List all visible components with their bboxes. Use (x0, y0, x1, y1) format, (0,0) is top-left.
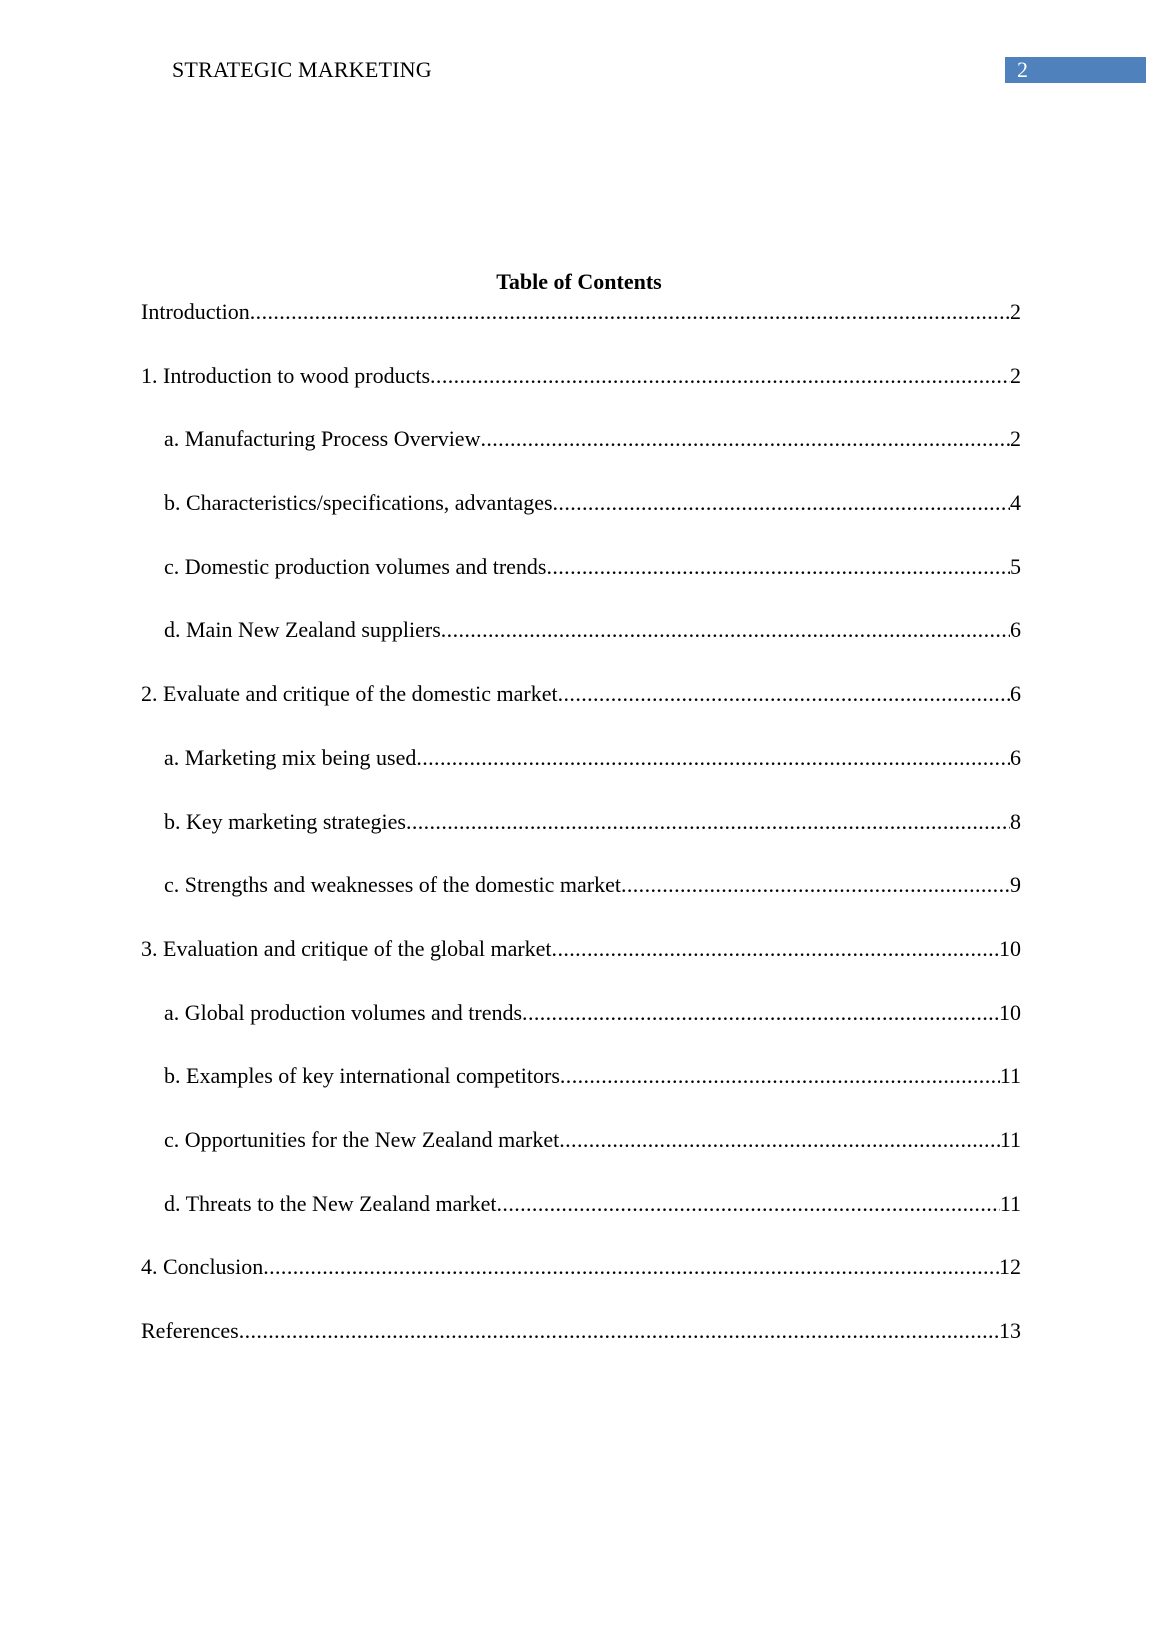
toc-dot-leader (552, 936, 999, 962)
toc-entry-label: a. Manufacturing Process Overview (164, 426, 481, 452)
toc-dot-leader (559, 1127, 1000, 1153)
toc-entry-label: a. Global production volumes and trends (164, 999, 523, 1025)
toc-entry-page: 13 (999, 1318, 1021, 1343)
toc-entry-label: References (141, 1318, 239, 1343)
toc-dot-leader (621, 872, 1010, 898)
toc-entry-page: 6 (1010, 617, 1021, 643)
toc-entry-domestic-production[interactable] (141, 554, 1021, 618)
toc-entry-international-competitors[interactable] (141, 1063, 1021, 1127)
page-number: 2 (1017, 57, 1028, 82)
toc-entry-page: 2 (1010, 362, 1021, 388)
toc-entry-page: 2 (1010, 426, 1021, 452)
toc-entry-threats[interactable] (141, 1191, 1021, 1255)
toc-entry-marketing-mix[interactable] (141, 745, 1021, 809)
toc-entry-page: 11 (999, 1126, 1021, 1152)
toc-entry-label: d. Threats to the New Zealand market (164, 1190, 497, 1216)
toc-dot-leader (250, 299, 1010, 325)
toc-entry-page: 11 (999, 1063, 1021, 1089)
toc-entry-label: b. Examples of key international competitors (164, 1063, 560, 1089)
toc-entry-label: 3. Evaluation and critique of the global market (141, 935, 552, 961)
toc-title: Table of Contents (496, 269, 662, 294)
toc-dot-leader (558, 681, 1010, 707)
toc-entry-page: 6 (1010, 681, 1021, 707)
toc-entry-label: c. Opportunities for the New Zealand market (164, 1126, 560, 1152)
toc-dot-leader (416, 745, 1010, 771)
toc-entry-opportunities[interactable] (141, 1127, 1021, 1191)
toc-entry-conclusion[interactable] (141, 1254, 1021, 1318)
table-of-contents (141, 299, 1021, 1382)
toc-dot-leader (441, 617, 1010, 643)
toc-entry-label: 4. Conclusion (141, 1254, 264, 1280)
toc-entry-label: a. Marketing mix being used (164, 744, 417, 770)
toc-entry-wood-products[interactable] (141, 363, 1021, 427)
toc-entry-label: b. Key marketing strategies (164, 808, 406, 834)
running-head: STRATEGIC MARKETING (172, 57, 432, 82)
toc-entry-page: 9 (1010, 872, 1021, 898)
toc-entry-label: c. Strengths and weaknesses of the domestic market (164, 872, 621, 898)
toc-dot-leader (406, 809, 1010, 835)
toc-entry-strengths-weaknesses[interactable] (141, 872, 1021, 936)
toc-entry-references[interactable] (141, 1318, 1021, 1382)
toc-entry-page: 4 (1010, 490, 1021, 516)
toc-entry-page: 12 (999, 1254, 1021, 1280)
toc-entry-page: 6 (1010, 744, 1021, 770)
toc-dot-leader (480, 426, 1010, 452)
toc-entry-global-market[interactable] (141, 936, 1021, 1000)
toc-dot-leader (522, 1000, 999, 1026)
toc-dot-leader (263, 1254, 999, 1280)
toc-entry-page: 5 (1010, 553, 1021, 579)
toc-dot-leader (553, 490, 1010, 516)
toc-entry-label: Introduction (141, 299, 250, 324)
toc-entry-manufacturing-process[interactable] (141, 426, 1021, 490)
toc-entry-global-production[interactable] (141, 1000, 1021, 1064)
page-number-box (1005, 57, 1146, 83)
toc-dot-leader (239, 1318, 999, 1344)
toc-entry-nz-suppliers[interactable] (141, 617, 1021, 681)
toc-dot-leader (430, 363, 1010, 389)
toc-entry-label: 2. Evaluate and critique of the domestic market (141, 681, 558, 707)
toc-entry-page: 11 (999, 1190, 1021, 1216)
toc-entry-page: 2 (1010, 299, 1021, 324)
toc-entry-introduction[interactable] (141, 299, 1021, 363)
toc-dot-leader (560, 1063, 1000, 1089)
toc-entry-page: 10 (999, 935, 1021, 961)
toc-entry-domestic-market[interactable] (141, 681, 1021, 745)
toc-entry-label: d. Main New Zealand suppliers (164, 617, 441, 643)
toc-entry-label: c. Domestic production volumes and trends (164, 553, 547, 579)
toc-entry-page: 8 (1010, 808, 1021, 834)
toc-dot-leader (497, 1191, 1000, 1217)
toc-entry-label: 1. Introduction to wood products (141, 362, 431, 388)
toc-entry-label: b. Characteristics/specifications, advantages (164, 490, 553, 516)
toc-entry-characteristics[interactable] (141, 490, 1021, 554)
toc-entry-marketing-strategies[interactable] (141, 809, 1021, 873)
toc-entry-page: 10 (999, 999, 1021, 1025)
toc-dot-leader (546, 554, 1010, 580)
